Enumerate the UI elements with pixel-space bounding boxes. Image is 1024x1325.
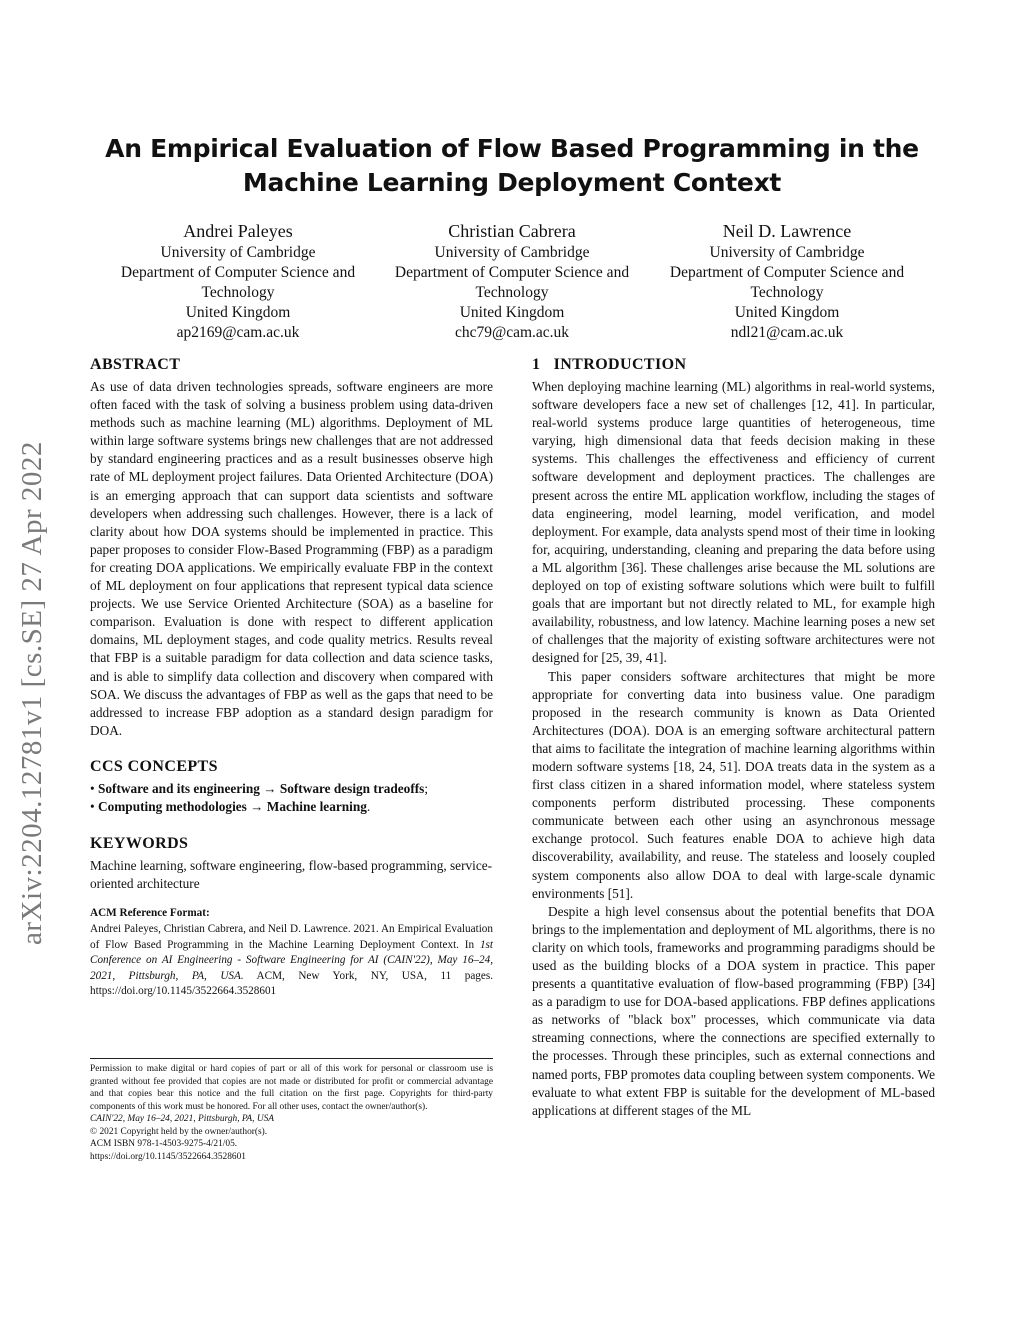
author-email[interactable]: ap2169@cam.ac.uk <box>176 324 300 341</box>
author-name: Andrei Paleyes <box>183 221 293 241</box>
author-block-1 <box>100 219 376 343</box>
ccs-item-2: • Computing methodologies → Machine learning. <box>90 799 371 815</box>
acm-reference-text <box>90 922 493 1000</box>
right-column <box>532 356 935 1120</box>
introduction-heading: 1 INTRODUCTION <box>532 356 687 373</box>
author-department: Department of Computer Science and Technology <box>394 264 630 301</box>
paper-title: An Empirical Evaluation of Flow Based Programming in the Machine Learning Deployment Context <box>105 134 919 197</box>
author-email[interactable]: chc79@cam.ac.uk <box>454 324 570 341</box>
left-column <box>90 356 493 1000</box>
ccs-heading: CCS CONCEPTS <box>90 757 218 775</box>
ccs-punct: ; <box>424 780 429 796</box>
ccs-concept: Computing methodologies → Machine learning <box>97 799 367 815</box>
reference-part: Andrei Paleyes, Christian Cabrera, and Neil D. Lawrence. 2021. An Empirical Evaluation of Flow Based Programming in the Machine Learning Deployment Context. In <box>90 923 493 951</box>
arxiv-identifier: arXiv:2204.12781v1 [cs.SE] 27 Apr 2022 <box>16 441 48 945</box>
acm-reference <box>90 907 493 1000</box>
keywords-text: Machine learning, software engineering, flow-based programming, service-oriented architecture <box>90 857 493 891</box>
author-name: Neil D. Lawrence <box>722 221 852 241</box>
conference-line: CAIN'22, May 16–24, 2021, Pittsburgh, PA, USA <box>90 1114 275 1124</box>
footnote-block <box>90 1058 493 1163</box>
ccs-concept: Software and its engineering → Software design tradeoffs <box>97 780 425 796</box>
author-name: Christian Cabrera <box>448 221 576 241</box>
author-email[interactable]: ndl21@cam.ac.uk <box>730 324 844 341</box>
footnote-rule <box>90 1058 493 1059</box>
author-country: United Kingdom <box>459 304 565 321</box>
ccs-item-1: • Software and its engineering → Software design tradeoffs; <box>90 780 429 796</box>
isbn-line: ACM ISBN 978-1-4503-9275-4/21/05. <box>90 1139 238 1149</box>
ccs-punct: . <box>366 799 371 815</box>
author-country: United Kingdom <box>734 304 840 321</box>
acm-reference-heading: ACM Reference Format: <box>90 907 210 920</box>
author-country: United Kingdom <box>185 304 291 321</box>
author-block-3 <box>649 219 925 343</box>
author-affiliation: University of Cambridge <box>709 244 865 261</box>
doi-link[interactable]: https://doi.org/10.1145/3522664.3528601 <box>90 1151 246 1162</box>
author-affiliation: University of Cambridge <box>434 244 590 261</box>
permission-notice: Permission to make digital or hard copies of part or all of this work for personal or classroom use is granted without fee provided that copies are not made or distributed for profit or commercial advantage and that copies bear this notice and the full citation on the first page. Copyrights for third-party components of this work must be honored. For all other uses, contact the owner/author(s). <box>90 1064 493 1112</box>
reference-venue: 1st Conference on AI Engineering - Software Engineering for AI (CAIN'22), May 16–24, 2021, Pittsburgh, PA, USA. <box>90 938 493 982</box>
author-department: Department of Computer Science and Technology <box>669 264 905 301</box>
reference-part: ACM, New York, NY, USA, 11 pages. https://doi.org/10.1145/3522664.3528601 <box>90 969 493 998</box>
copyright-line: © 2021 Copyright held by the owner/author(s). <box>90 1126 268 1137</box>
intro-paragraph-1: When deploying machine learning (ML) algorithms in real-world systems, software developers face a new set of challenges [12, 41]. In particular, real-world systems produce large quantities of heterogeneous, time varying, high dimensional data that feeds decision making in these systems. This challenges the effectiveness and efficiency of current software development and deployment practices. The challenges are present across the entire ML application workflow, including the stages of data engineering, model learning, model verification, and model deployment. For example, data analysts spend most of their time in looking for, acquiring, understanding, cleaning and preparing the data before using a ML algorithm [36]. These challenges arise because the ML solutions are deployed on top of existing software solutions which were built to fulfill goals that are important but not directly related to ML, for example high availability, robustness, and low latency. Machine learning poses a new set of challenges that the majority of existing software architectures were not designed for [25, 39, 41]. <box>532 379 935 666</box>
intro-paragraph-2: This paper considers software architectures that might be more appropriate for converting data into business value. One paradigm proposed in the research community is known as Data Oriented Architectures (DOA). DOA is an emerging software architectural pattern that aims to facilitate the integration of machine learning algorithms within modern software systems [18, 24, 51]. DOA treats data in the system as a first class citizen in a shared information model, where stateless system components perform distributed processing. These components communicate between each other using an asynchronous message exchange protocol. Such features enable DOA to achieve high data discoverability, availability, and reuse. The stateless and loosely coupled system components also allow DOA to deal with large-scale dynamic environments [51]. <box>532 668 935 901</box>
author-department: Department of Computer Science and Technology <box>120 264 356 301</box>
intro-paragraph-3: Despite a high level consensus about the potential benefits that DOA brings to the implementation and deployment of ML algorithms, there is no clarity on which tools, frameworks and programming paradigms should be used as the building blocks of a DOA system in practice. This paper presents a quantitative evaluation of flow-based programming (FBP) [34] as a paradigm to use for DOA-based applications. FBP defines applications as networks of "black box" processes, which communicate via data streaming connections, where the connections are specified externally to the processes. Through these principles, such as external connections and named ports, FBP promotes data coupling between system components. We evaluate to what extent FBP is suitable for the development of ML-based applications at different stages of the ML <box>532 903 935 1118</box>
keywords-heading: KEYWORDS <box>90 834 189 852</box>
abstract-text: As use of data driven technologies spreads, software engineers are more often faced with the task of solving a business problem using data-driven methods such as machine learning (ML) algorithms. Deployment of ML within large software systems brings new challenges that are not addressed by standard engineering practices and as a result businesses observe high rate of ML deployment project failures. Data Oriented Architecture (DOA) is an emerging approach that can support data scientists and software developers when addressing such challenges. However, there is a lack of clarity about how DOA systems should be implemented in practice. This paper proposes to consider Flow-Based Programming (FBP) as a paradigm for creating DOA applications. We empirically evaluate FBP in the context of ML deployment on four applications that represent typical data science projects. We use Service Oriented Architecture (SOA) as a baseline for comparison. Evaluation is done with respect to different application domains, ML deployment stages, and code quality metrics. Results reveal that FBP is a suitable paradigm for data collection and data science tasks, and is able to simplify data collection and discovery when compared with SOA. We discuss the advantages of FBP as well as the gaps that need to be addressed to increase FBP adoption as a standard design paradigm for DOA. <box>90 379 493 738</box>
author-block-2 <box>374 219 650 343</box>
abstract-heading: ABSTRACT <box>90 356 181 373</box>
author-affiliation: University of Cambridge <box>160 244 316 261</box>
